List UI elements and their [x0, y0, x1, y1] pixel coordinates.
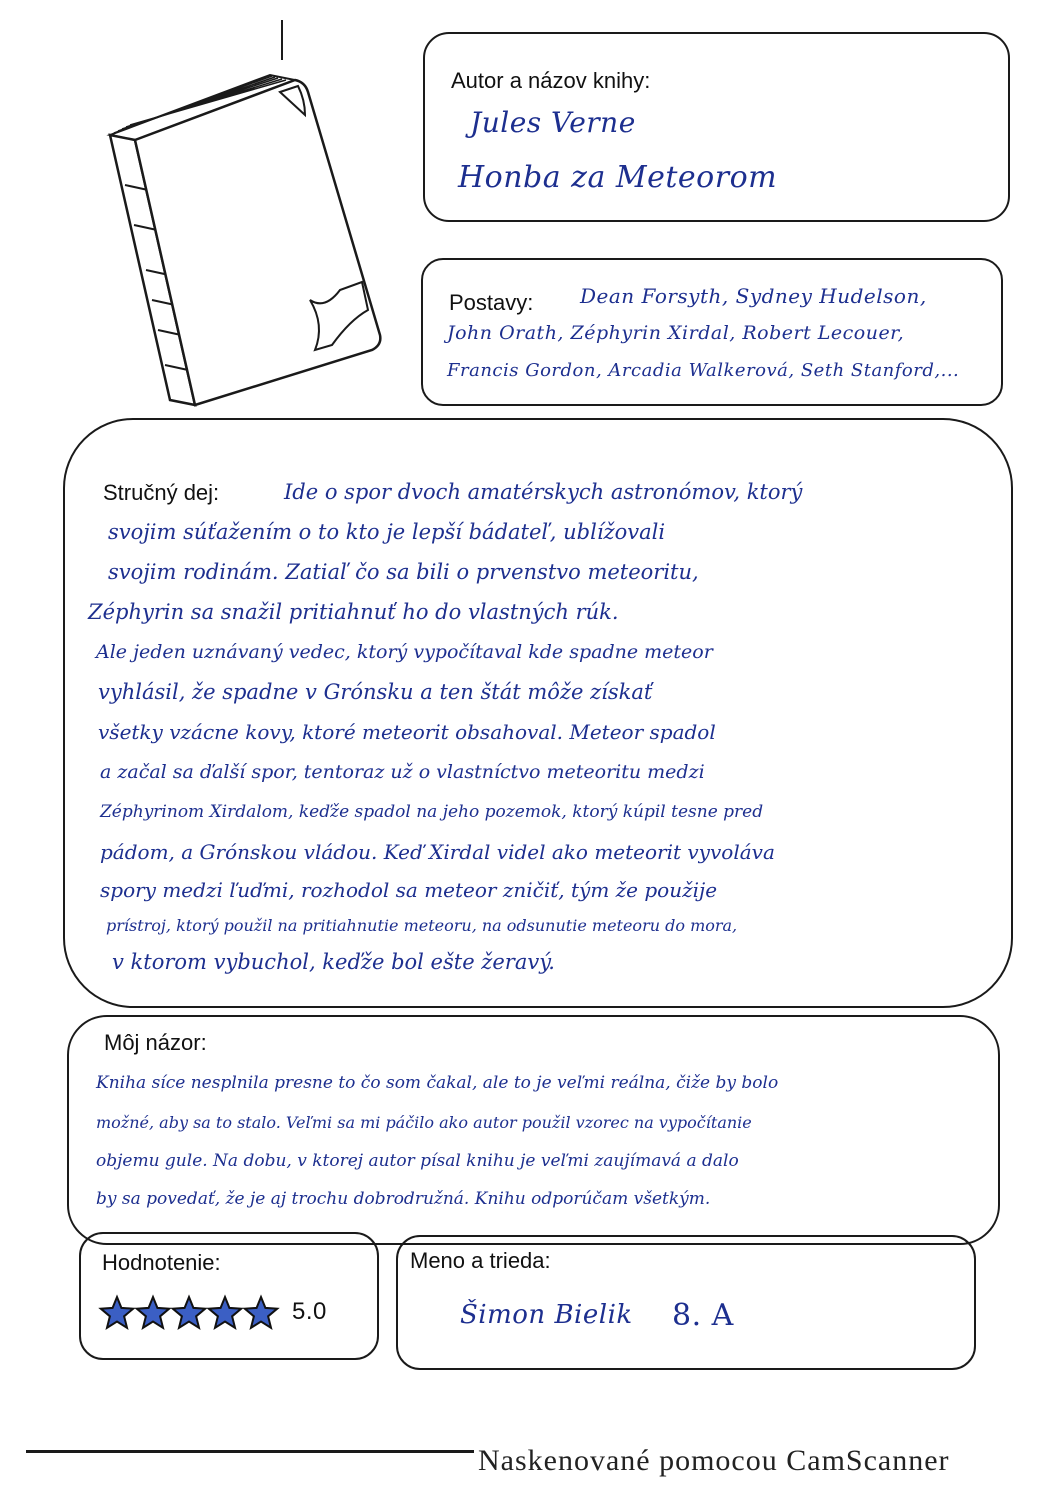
book-title: Honba za Meteorom [458, 160, 778, 195]
rating-stars [98, 1294, 288, 1334]
student-class: 8. A [672, 1298, 734, 1333]
characters-line-3: Francis Gordon, Arcadia Walkerová, Seth Stanford,... [447, 360, 960, 381]
star-icon [173, 1297, 205, 1328]
plot-line: vyhlásil, že spadne v Grónsku a ten štát môže získať [98, 680, 653, 704]
opinion-label: Môj názor: [104, 1030, 207, 1055]
plot-line: Zéphyrin sa snažil pritiahnuť ho do vlastných rúk. [88, 600, 619, 624]
star-icon [245, 1297, 277, 1328]
book-card-label: Autor a názov knihy: [451, 68, 651, 93]
scanner-watermark: Naskenované pomocou CamScanner [478, 1444, 950, 1477]
bottom-rule [26, 1450, 474, 1453]
book-author: Jules Verne [470, 106, 636, 139]
plot-line: spory medzi ľuďmi, rozhodol sa meteor zničiť, tým že použije [100, 878, 718, 902]
characters-label: Postavy: [449, 290, 534, 315]
plot-line: a začal sa ďalší spor, tentoraz už o vlastníctvo meteoritu medzi [100, 761, 705, 783]
plot-line: pádom, a Grónskou vládou. Keď Xirdal videl ako meteorit vyvoláva [100, 840, 775, 864]
plot-line: všetky vzácne kovy, ktoré meteorit obsahoval. Meteor spadol [98, 720, 716, 744]
plot-label: Stručný dej: [103, 480, 220, 505]
plot-line: Ide o spor dvoch amatérskych astronómov, ktorý [284, 480, 803, 504]
opinion-text [96, 1062, 996, 1218]
book-illustration [100, 20, 400, 420]
plot-line: svojim súťažením o to kto je lepší bádateľ, ublížovali [108, 520, 666, 544]
student-name: Šimon Bielik [460, 1300, 633, 1330]
student-label: Meno a trieda: [410, 1248, 551, 1273]
plot-line: Ale jeden uznávaný vedec, ktorý vypočítaval kde spadne meteor [96, 641, 713, 663]
opinion-line: možné, aby sa to stalo. Veľmi sa mi páčilo ako autor použil vzorec na vypočítanie [96, 1113, 752, 1132]
characters-line-1: Dean Forsyth, Sydney Hudelson, [580, 284, 927, 308]
plot-line: Zéphyrinom Xirdalom, keďže spadol na jeho pozemok, ktorý kúpil tesne pred [100, 802, 764, 822]
rating-label: Hodnotenie: [102, 1250, 221, 1275]
opinion-line: objemu gule. Na dobu, v ktorej autor písal knihu je veľmi zaujímavá a dalo [96, 1151, 739, 1171]
opinion-line: by sa povedať, že je aj trochu dobrodružná. Knihu odporúčam všetkým. [96, 1189, 711, 1209]
plot-line: svojim rodinám. Zatiaľ čo sa bili o prvenstvo meteoritu, [108, 560, 699, 584]
opinion-line: Kniha síce nesplnila presne to čo som čakal, ale to je veľmi reálna, čiže by bolo [96, 1073, 779, 1093]
characters-line-2: John Orath, Zéphyrin Xirdal, Robert Lecouer, [447, 322, 905, 344]
star-icon [101, 1297, 133, 1328]
plot-text [88, 472, 988, 980]
plot-line: v ktorom vybuchol, keďže bol ešte žeravý. [112, 950, 555, 974]
star-icon [209, 1297, 241, 1328]
star-icon [137, 1297, 169, 1328]
rating-value: 5.0 [292, 1298, 327, 1325]
plot-line: prístroj, ktorý použil na pritiahnutie meteoru, na odsunutie meteoru do mora, [106, 916, 738, 935]
